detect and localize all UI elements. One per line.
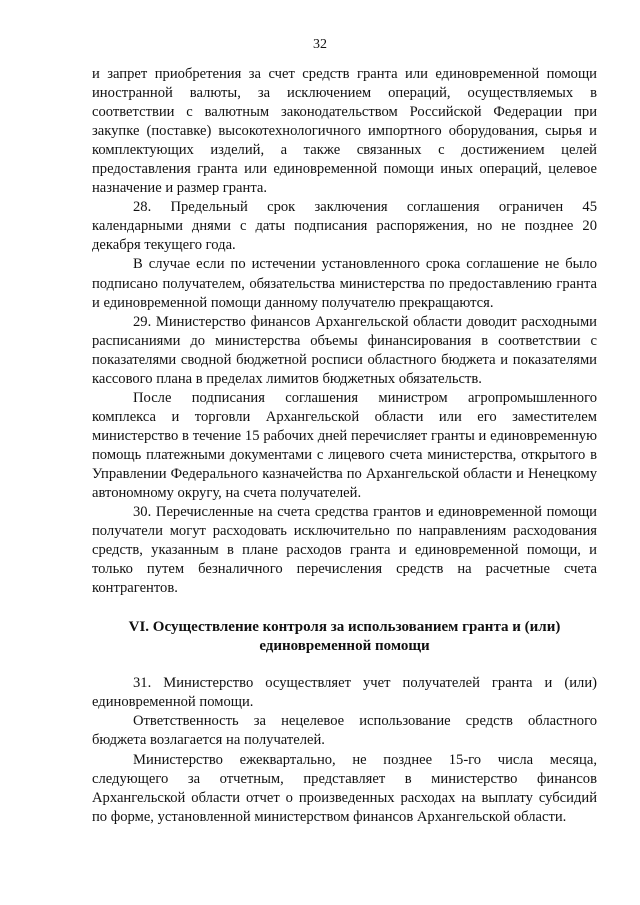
- page-number: 32: [313, 37, 327, 52]
- document-body: [92, 65, 597, 827]
- paragraph-31-report: Министерство ежеквартально, не позднее 15-го числа месяца, следующего за отчетным, представляет в министерство финансов Архангельской области отчет о произведенных расходах на выплату субсидий по форме, установленной министерством финансов Архангельской области.: [92, 751, 597, 825]
- section-heading-line-1: VI. Осуществление контроля за использованием гранта и (или): [128, 619, 561, 636]
- paragraph-continuation: и запрет приобретения за счет средств гранта или единовременной помощи иностранной валюты, за исключением операций, осуществляемых в соответствии с валютным законодательством Российской Федерации при закупке (поставке) высокотехнологичного импортного оборудования, сырья и комплектующих изделий, а также связанных с достижением целей предоставления гранта или единовременной помощи иных операций, целевое назначение и размер гранта.: [92, 66, 597, 197]
- paragraph-28: 28. Предельный срок заключения соглашения ограничен 45 календарными днями с даты подписания распоряжения, но не позднее 20 декабря текущего года.: [92, 199, 597, 254]
- paragraph-29-transfer: После подписания соглашения министром агропромышленного комплекса и торговли Архангельской области или его заместителем министерство в течение 15 рабочих дней перечисляет гранты и единовременную помощь платежными документами с лицевого счета министерства, открытого в Управлении Федерального казначейства по Архангельской области и Ненецкому автономному округу, на счета получателей.: [92, 389, 597, 502]
- paragraph-28-note: В случае если по истечении установленного срока соглашение не было подписано получателем, обязательства министерства по предоставлению гранта и единовременной помощи данному получателю прекращаются.: [92, 256, 597, 311]
- paragraph-31-responsibility: Ответственность за нецелевое использование средств областного бюджета возлагается на получателей.: [92, 713, 597, 749]
- paragraph-29: 29. Министерство финансов Архангельской области доводит расходными расписаниями до министерства объемы финансирования в соответствии с показателями сводной бюджетной росписи областного бюджета и показателями кассового плана в пределах лимитов бюджетных обязательств.: [92, 313, 597, 387]
- section-heading-line-2: единовременной помощи: [259, 638, 430, 655]
- section-heading: [92, 618, 597, 656]
- paragraph-31: 31. Министерство осуществляет учет получателей гранта и (или) единовременной помощи.: [92, 675, 597, 711]
- paragraph-30: 30. Перечисленные на счета средства грантов и единовременной помощи получатели могут расходовать исключительно по направлениям расходования средств, указанным в плане расходов гранта и единовременной помощи, и только путем безналичного перечисления средств на расчетные счета контрагентов.: [92, 504, 597, 597]
